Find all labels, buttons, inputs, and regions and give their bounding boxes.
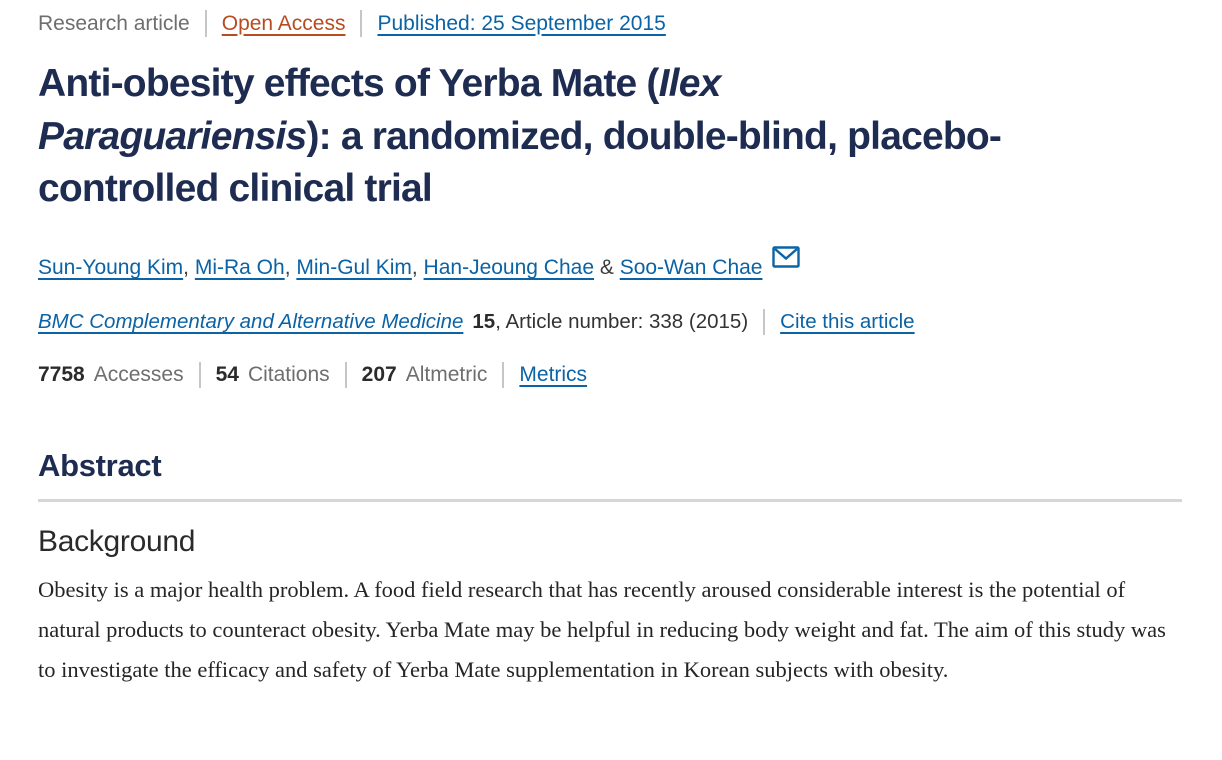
background-subheading: Background	[38, 524, 196, 558]
title-text: Anti-obesity effects of Yerba Mate (	[38, 62, 659, 105]
metrics-bar	[38, 362, 1182, 388]
title-text: controlled clinical trial	[38, 167, 432, 211]
divider	[502, 362, 504, 388]
article-title	[38, 58, 1182, 216]
abstract-heading: Abstract	[38, 447, 162, 483]
divider	[205, 10, 207, 37]
divider	[199, 362, 201, 388]
author-link-4[interactable]: Han-Jeoung Chae	[423, 255, 594, 279]
author-link-1[interactable]: Sun-Young Kim	[38, 255, 184, 279]
citations-count: 54	[215, 362, 239, 386]
author-ampersand: &	[594, 255, 620, 279]
open-access-link[interactable]: Open Access	[221, 11, 346, 35]
background-paragraph: Obesity is a major health problem. A food field research that has recently aroused considerable interest is the potential of natural products to counteract obesity. Yerba Mate may be helpful in reducing body weight and fat. The aim of this study was to investigate the efficacy and safety of Yerba Mate supplementation in Korean subjects with obesity.	[38, 576, 1166, 682]
published-date-link[interactable]: Published: 25 September 2015	[377, 11, 666, 35]
journal-line	[38, 309, 1182, 335]
author-separator: ,	[411, 255, 424, 279]
title-text: ): a randomized, double-blind, placebo-	[306, 114, 1002, 158]
author-link-5[interactable]: Soo-Wan Chae	[619, 255, 763, 279]
section-divider	[38, 499, 1182, 502]
cite-article-link[interactable]: Cite this article	[780, 309, 915, 333]
author-separator: ,	[284, 255, 297, 279]
altmetric-label: Altmetric	[405, 362, 488, 386]
title-species-italic: Ilex	[658, 62, 721, 105]
citations-metric	[216, 363, 330, 387]
article-type-label: Research article	[38, 11, 190, 35]
accesses-metric	[38, 363, 184, 387]
accesses-count: 7758	[38, 362, 85, 386]
title-species-italic: Paraguariensis	[38, 114, 307, 158]
author-list	[38, 246, 1182, 280]
altmetric-count: 207	[361, 362, 397, 386]
divider	[360, 10, 362, 37]
journal-link[interactable]: BMC Complementary and Alternative Medicine	[38, 309, 464, 333]
metrics-link[interactable]: Metrics	[519, 362, 588, 386]
citations-label: Citations	[247, 362, 330, 386]
article-meta-bar	[38, 10, 1182, 37]
divider	[763, 309, 765, 335]
author-link-3[interactable]: Min-Gul Kim	[296, 255, 412, 279]
altmetric-metric	[362, 363, 488, 387]
author-link-2[interactable]: Mi-Ra Oh	[194, 255, 285, 279]
article-number: , Article number: 338 (2015)	[495, 309, 749, 333]
accesses-label: Accesses	[93, 362, 184, 386]
divider	[345, 362, 347, 388]
author-separator: ,	[183, 255, 195, 279]
journal-volume: 15	[472, 309, 496, 333]
email-icon[interactable]	[772, 256, 800, 279]
